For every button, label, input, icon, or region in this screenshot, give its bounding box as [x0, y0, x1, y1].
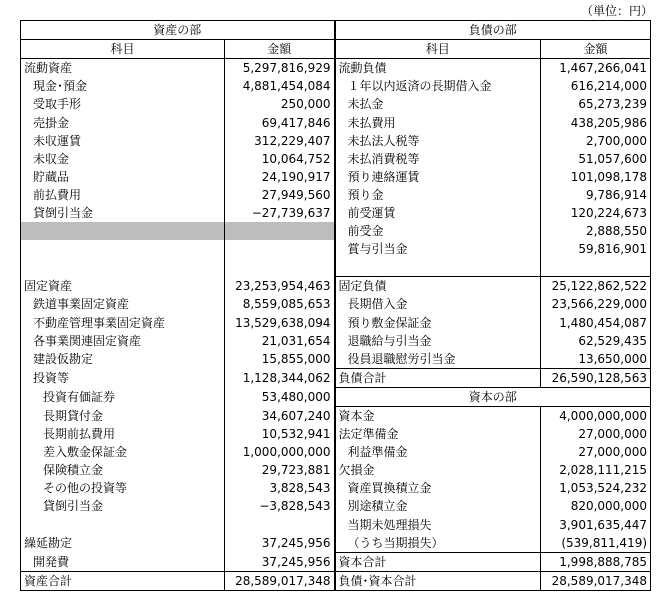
- liability-amount: 1,998,888,785: [541, 552, 651, 571]
- liability-amount: 59,816,901: [541, 240, 651, 258]
- table-row: [21, 59, 651, 78]
- asset-amount: 27,949,560: [225, 186, 335, 204]
- liability-amount: 65,273,239: [541, 95, 651, 113]
- asset-subject: 建設仮勘定: [21, 350, 225, 369]
- table-row: [21, 132, 651, 150]
- asset-subject: 差入敷金保証金: [21, 443, 225, 461]
- asset-amount: 15,855,000: [225, 350, 335, 369]
- liability-amount: 2,888,550: [541, 222, 651, 240]
- liability-subject: 欠損金: [335, 461, 541, 479]
- liability-subject: １年以内返済の長期借入金: [335, 77, 541, 95]
- liability-amount: 616,214,000: [541, 77, 651, 95]
- liability-subject: 未払法人税等: [335, 132, 541, 150]
- asset-amount: 37,245,956: [225, 552, 335, 571]
- asset-amount: 13,529,638,094: [225, 314, 335, 332]
- asset-subject: 長期前払費用: [21, 425, 225, 443]
- liability-subject: 役員退職慰労引当金: [335, 350, 541, 369]
- liability-amount: 27,000,000: [541, 425, 651, 443]
- liability-amount: 9,786,914: [541, 186, 651, 204]
- liability-amount: 438,205,986: [541, 113, 651, 131]
- asset-subject: 開発費: [21, 552, 225, 571]
- asset-amount: 1,128,344,062: [225, 368, 335, 387]
- asset-amount: 69,417,846: [225, 113, 335, 131]
- table-row: [21, 350, 651, 369]
- asset-subject: 流動資産: [21, 59, 225, 78]
- asset-amount: 10,532,941: [225, 425, 335, 443]
- liability-subject: （うち当期損失）: [335, 534, 541, 553]
- asset-amount: 37,245,956: [225, 534, 335, 553]
- liability-subject: 未払費用: [335, 113, 541, 131]
- section-header-row: [21, 21, 651, 40]
- asset-subject: [21, 240, 225, 258]
- asset-amount: 23,253,954,463: [225, 277, 335, 296]
- liability-subject: 利益準備金: [335, 443, 541, 461]
- liability-amount: 1,053,524,232: [541, 479, 651, 497]
- asset-subject: 未収金: [21, 150, 225, 168]
- liability-subject: 未払消費税等: [335, 150, 541, 168]
- asset-amount: 1,000,000,000: [225, 443, 335, 461]
- liability-amount: 2,700,000: [541, 132, 651, 150]
- asset-subject: 貸倒引当金: [21, 497, 225, 515]
- liability-amount: 120,224,673: [541, 204, 651, 222]
- liability-amount: 28,589,017,348: [541, 571, 651, 590]
- liability-amount: 820,000,000: [541, 497, 651, 515]
- table-row: [21, 332, 651, 350]
- asset-subject: 繰延勘定: [21, 534, 225, 553]
- table-row: [21, 258, 651, 277]
- liability-subject: 預り敷金保証金: [335, 314, 541, 332]
- liability-subject: 当期未処理損失: [335, 516, 541, 534]
- liability-amount: 26,590,128,563: [541, 368, 651, 387]
- liability-amount: 1,467,266,041: [541, 59, 651, 78]
- liability-subject: 賞与引当金: [335, 240, 541, 258]
- asset-subject: 鉄道事業固定資産: [21, 295, 225, 313]
- table-row: [21, 479, 651, 497]
- asset-subject: 各事業関連固定資産: [21, 332, 225, 350]
- asset-amount: 29,723,881: [225, 461, 335, 479]
- asset-amount: 4,881,454,084: [225, 77, 335, 95]
- asset-subject: 受取手形: [21, 95, 225, 113]
- assets-subject-header: 科目: [21, 40, 225, 59]
- asset-subject: [21, 258, 225, 277]
- table-row: [21, 277, 651, 296]
- asset-subject: [21, 516, 225, 534]
- column-header-row: [21, 40, 651, 59]
- asset-amount: 250,000: [225, 95, 335, 113]
- asset-amount: 8,559,085,653: [225, 295, 335, 313]
- unit-label: （単位：円）: [580, 4, 653, 18]
- asset-subject: [21, 222, 225, 240]
- liability-subject: 長期借入金: [335, 295, 541, 313]
- asset-subject: 貯蔵品: [21, 168, 225, 186]
- liability-subject: 退職給与引当金: [335, 332, 541, 350]
- asset-subject: 投資有価証券: [21, 387, 225, 406]
- asset-amount: 34,607,240: [225, 406, 335, 425]
- table-row: [21, 186, 651, 204]
- liability-amount: 27,000,000: [541, 443, 651, 461]
- asset-subject: 前払費用: [21, 186, 225, 204]
- liability-subject: 負債合計: [335, 368, 541, 387]
- asset-amount: 28,589,017,348: [225, 571, 335, 590]
- liability-subject: 負債･資本合計: [335, 571, 541, 590]
- liability-subject: 未払金: [335, 95, 541, 113]
- liability-subject: 預り金: [335, 186, 541, 204]
- liability-subject: 前受運賃: [335, 204, 541, 222]
- equity-header-row: [21, 387, 651, 406]
- liabilities-section-header: 負債の部: [335, 21, 651, 40]
- table-row: [21, 516, 651, 534]
- liability-amount: [541, 258, 651, 277]
- liability-amount: 2,028,111,215: [541, 461, 651, 479]
- table-row: [21, 168, 651, 186]
- table-row: [21, 406, 651, 425]
- asset-amount: 10,064,752: [225, 150, 335, 168]
- table-row: [21, 222, 651, 240]
- liability-amount: 13,650,000: [541, 350, 651, 369]
- table-row: [21, 314, 651, 332]
- asset-subject: 未収運賃: [21, 132, 225, 150]
- liability-subject: 預り連絡運賃: [335, 168, 541, 186]
- table-row: [21, 534, 651, 553]
- table-row: [21, 240, 651, 258]
- table-row: [21, 368, 651, 387]
- liabilities-subject-header: 科目: [335, 40, 541, 59]
- table-row: [21, 571, 651, 590]
- balance-sheet-table: [20, 20, 651, 591]
- asset-subject: 長期貸付金: [21, 406, 225, 425]
- asset-amount: [225, 240, 335, 258]
- table-row: [21, 150, 651, 168]
- table-row: [21, 497, 651, 515]
- liability-subject: 法定準備金: [335, 425, 541, 443]
- asset-amount: [225, 222, 335, 240]
- asset-amount: 53,480,000: [225, 387, 335, 406]
- liability-amount: 4,000,000,000: [541, 406, 651, 425]
- asset-subject: 投資等: [21, 368, 225, 387]
- liability-subject: 前受金: [335, 222, 541, 240]
- liability-subject: 固定負債: [335, 277, 541, 296]
- table-row: [21, 425, 651, 443]
- liability-amount: 51,057,600: [541, 150, 651, 168]
- table-row: [21, 443, 651, 461]
- asset-subject: 保険積立金: [21, 461, 225, 479]
- asset-subject: 現金･預金: [21, 77, 225, 95]
- equity-section-header: 資本の部: [335, 387, 651, 406]
- table-row: [21, 295, 651, 313]
- asset-amount: 24,190,917: [225, 168, 335, 186]
- assets-amount-header: 金額: [225, 40, 335, 59]
- table-row: [21, 552, 651, 571]
- liability-amount: 25,122,862,522: [541, 277, 651, 296]
- liability-amount: (539,811,419): [541, 534, 651, 553]
- asset-amount: 21,031,654: [225, 332, 335, 350]
- table-row: [21, 113, 651, 131]
- asset-subject: 固定資産: [21, 277, 225, 296]
- asset-amount: 5,297,816,929: [225, 59, 335, 78]
- table-row: [21, 204, 651, 222]
- liability-amount: 62,529,435: [541, 332, 651, 350]
- liability-amount: 1,480,454,087: [541, 314, 651, 332]
- liability-amount: 23,566,229,000: [541, 295, 651, 313]
- asset-amount: 312,229,407: [225, 132, 335, 150]
- asset-subject: 貸倒引当金: [21, 204, 225, 222]
- asset-subject: その他の投資等: [21, 479, 225, 497]
- liability-subject: 資本金: [335, 406, 541, 425]
- liability-subject: [335, 258, 541, 277]
- table-row: [21, 95, 651, 113]
- table-row: [21, 461, 651, 479]
- asset-subject: 売掛金: [21, 113, 225, 131]
- assets-section-header: 資産の部: [21, 21, 335, 40]
- liability-amount: 101,098,178: [541, 168, 651, 186]
- asset-amount: −27,739,637: [225, 204, 335, 222]
- liability-subject: 資産買換積立金: [335, 479, 541, 497]
- asset-amount: [225, 258, 335, 277]
- asset-subject: 不動産管理事業固定資産: [21, 314, 225, 332]
- liabilities-amount-header: 金額: [541, 40, 651, 59]
- asset-amount: −3,828,543: [225, 497, 335, 515]
- table-row: [21, 77, 651, 95]
- asset-amount: 3,828,543: [225, 479, 335, 497]
- liability-subject: 流動負債: [335, 59, 541, 78]
- liability-subject: 資本合計: [335, 552, 541, 571]
- liability-amount: 3,901,635,447: [541, 516, 651, 534]
- liability-subject: 別途積立金: [335, 497, 541, 515]
- asset-subject: 資産合計: [21, 571, 225, 590]
- asset-amount: [225, 516, 335, 534]
